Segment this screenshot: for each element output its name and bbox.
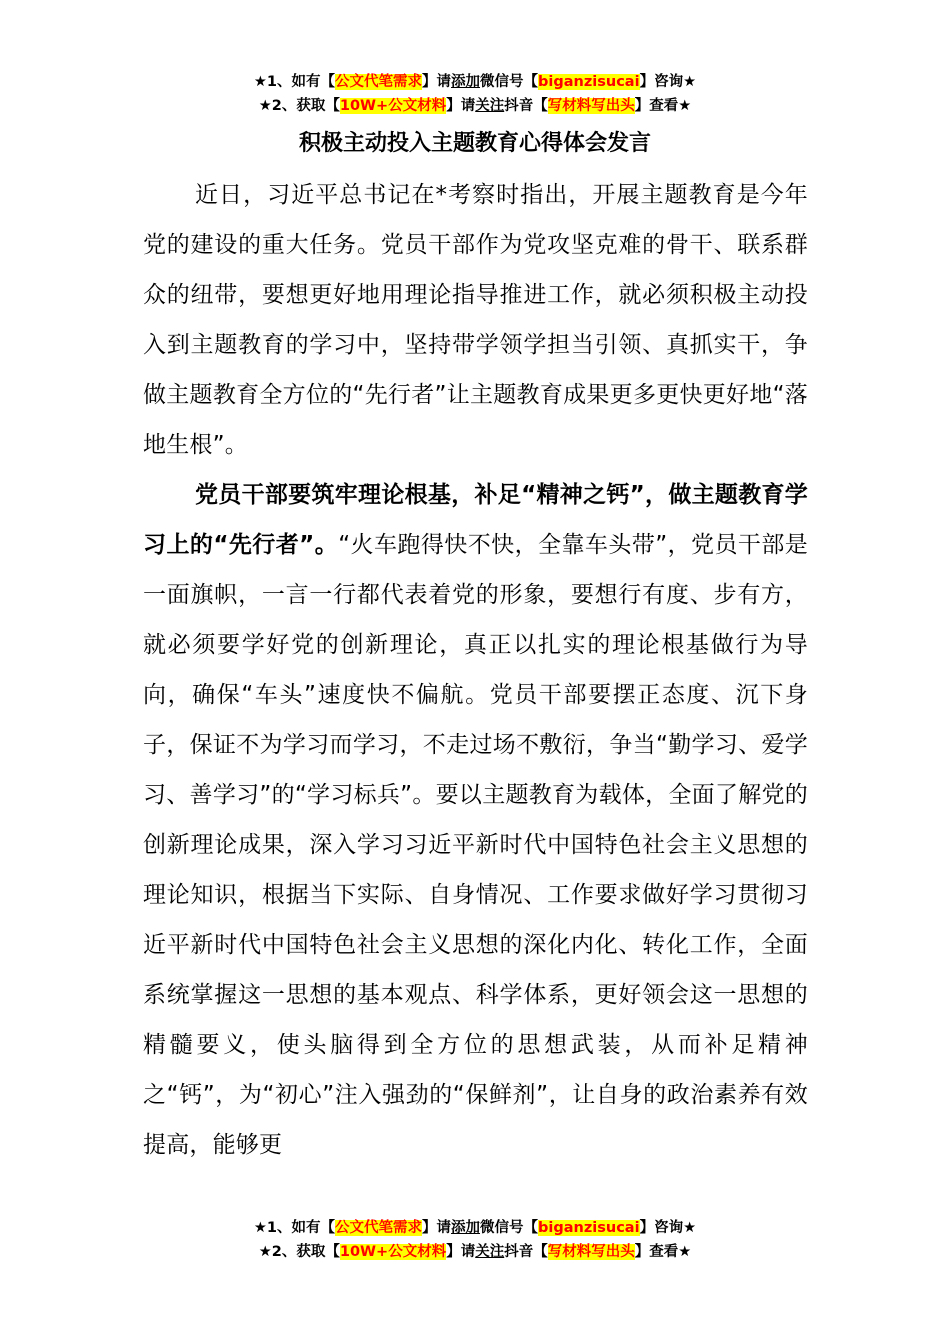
- paragraph-text: “火车跑得快不快，全靠车头带”，党员干部是一面旗帜，一言一行都代表着党的形象，要想行有度、步有方，就必须要学好党的创新理论，真正以扎实的理论根基做行为导向，确保“车头”速度快不偏航。党员干部要摆正态度、沉下身子，保证不为学习而学习，不走过场不敷衍，争当“勤学习、爱学习、善学习”的“学习标兵”。要以主题教育为载体，全面了解党的创新理论成果，深入学习习近平新时代中国特色社会主义思想的理论知识，根据当下实际、自身情况、工作要求做好学习贯彻习近平新时代中国特色社会主义思想的深化内化、转化工作，全面系统掌握这一思想的基本观点、科学体系，更好领会这一思想的精髓要义，使头脑得到全方位的思想武装，从而补足精神之“钙”，为“初心”注入强劲的“保鲜剂”，让自身的政治素养有效提高，能够更: [143, 532, 808, 1158]
- banner-text: 】请: [422, 74, 452, 90]
- paragraph-lead: 党员干部要筑牢理论根基，补足“精神之钙”，做主题教育学习上的“先行者”。: [143, 482, 808, 558]
- banner-text: 微信号【: [480, 1220, 539, 1236]
- banner-line-1: [0, 70, 950, 94]
- banner-text: ★1、如有【: [253, 1220, 336, 1236]
- banner-underlined: 添加: [451, 1220, 481, 1236]
- banner-highlight: biganzisucai: [538, 1220, 640, 1236]
- banner-text: 抖音【: [504, 1244, 548, 1260]
- banner-text: 】查看★: [634, 98, 692, 114]
- banner-underlined: 关注: [475, 1244, 505, 1260]
- banner-highlight: 写材料写出头: [547, 1244, 635, 1260]
- document-body: [143, 170, 808, 1170]
- paragraph-1: [143, 170, 808, 470]
- banner-text: 微信号【: [480, 74, 539, 90]
- banner-highlight: 10W+公文材料: [339, 1244, 447, 1260]
- header-banner: [0, 70, 950, 118]
- banner-text: 】请: [422, 1220, 452, 1236]
- banner-highlight: 写材料写出头: [547, 98, 635, 114]
- banner-text: 】咨询★: [639, 1220, 697, 1236]
- document-title: 积极主动投入主题教育心得体会发言: [298, 131, 651, 156]
- banner-highlight: biganzisucai: [538, 74, 640, 90]
- banner-line-2: [0, 94, 950, 118]
- banner-highlight: 10W+公文材料: [339, 98, 447, 114]
- footer-banner: [0, 1216, 950, 1264]
- paragraph-2: [143, 470, 808, 1170]
- banner-underlined: 关注: [475, 98, 505, 114]
- banner-highlight: 公文代笔需求: [335, 74, 423, 90]
- banner-text: ★2、获取【: [258, 98, 340, 114]
- banner-text: 】咨询★: [639, 74, 697, 90]
- banner-line-1: [0, 1216, 950, 1240]
- banner-text: 】查看★: [634, 1244, 692, 1260]
- banner-text: ★1、如有【: [253, 74, 336, 90]
- banner-text: 抖音【: [504, 98, 548, 114]
- paragraph-text: 近日，习近平总书记在*考察时指出，开展主题教育是今年党的建设的重大任务。党员干部作为党攻坚克难的骨干、联系群众的纽带，要想更好地用理论指导推进工作，就必须积极主动投入到主题教育的学习中，坚持带学领学担当引领、真抓实干，争做主题教育全方位的“先行者”让主题教育成果更多更快更好地“落地生根”。: [143, 182, 808, 458]
- banner-text: 】请: [446, 98, 476, 114]
- banner-text: 】请: [446, 1244, 476, 1260]
- banner-text: ★2、获取【: [258, 1244, 340, 1260]
- banner-underlined: 添加: [451, 74, 481, 90]
- banner-line-2: [0, 1240, 950, 1264]
- banner-highlight: 公文代笔需求: [335, 1220, 423, 1236]
